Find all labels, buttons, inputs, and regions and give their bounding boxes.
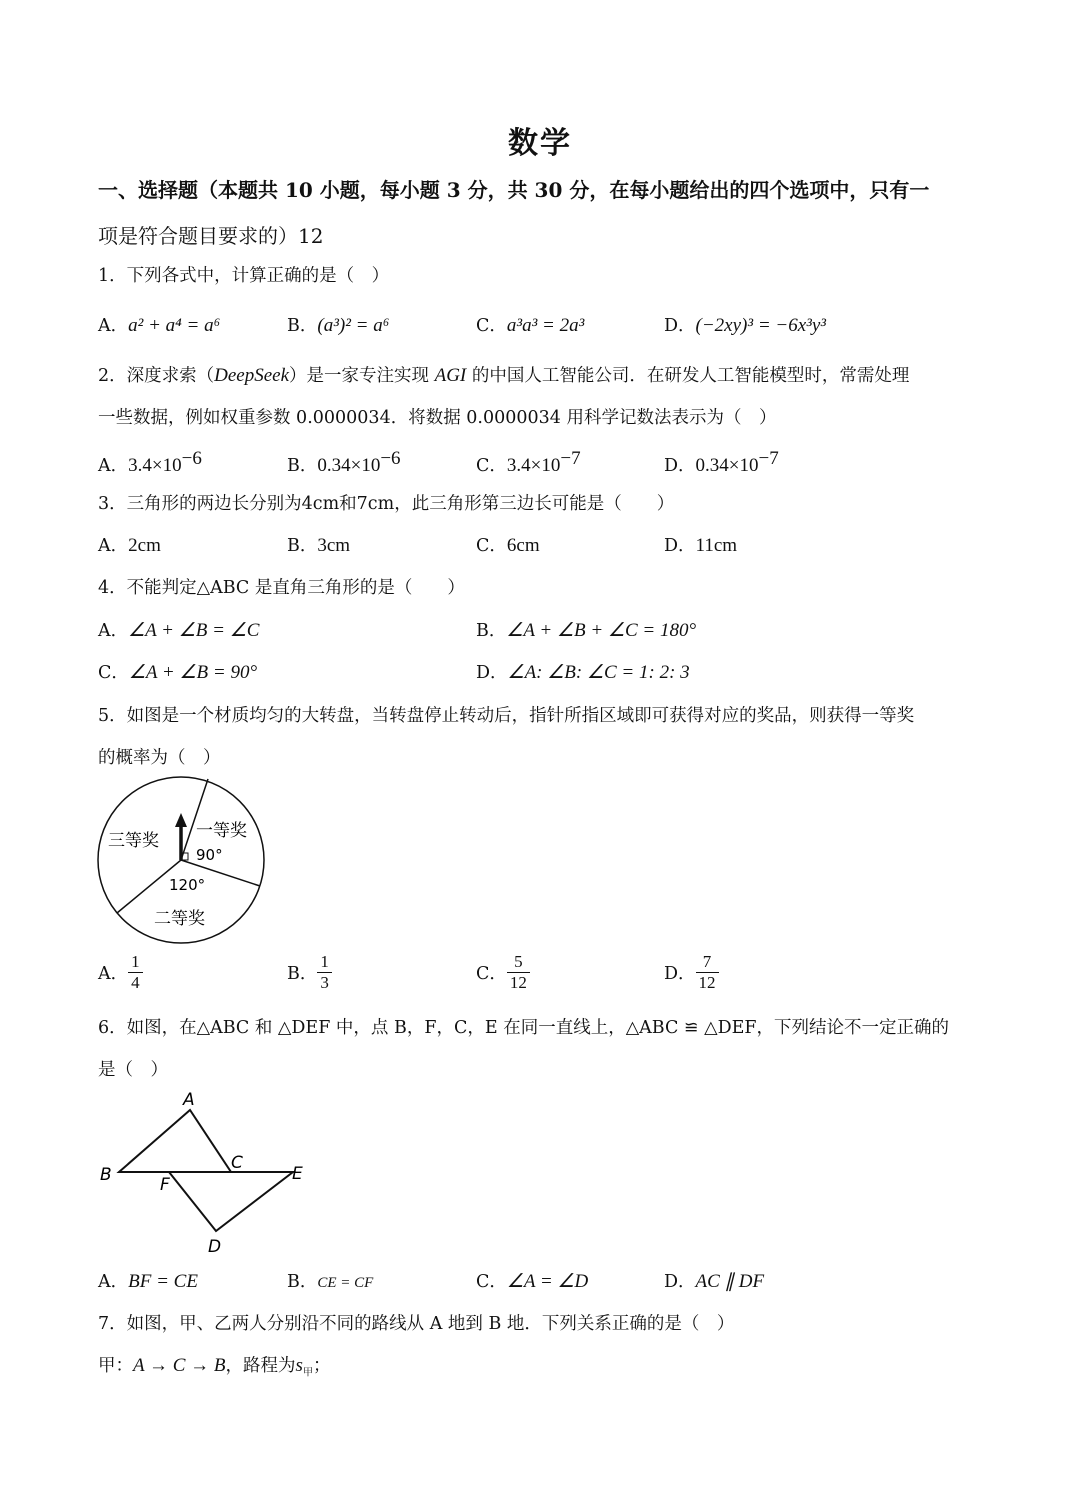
q2-option-a: A．$3.4\times 10^{-6}$ [98, 448, 202, 476]
q3-option-c: C．6cm [476, 535, 540, 556]
label-d: D [208, 1237, 222, 1257]
sector-first-prize: 一等奖 [196, 821, 247, 841]
q6-option-d: D．AC ∥ DF [664, 1271, 765, 1292]
q4-option-d: D．∠A: ∠B: ∠C = 1: 2: 3 [476, 662, 690, 683]
triangles-figure [95, 1085, 320, 1260]
pointer-arrowhead-icon [175, 813, 187, 827]
spinner-figure [90, 775, 275, 945]
question-3-stem: 3．三角形的两边长分别为4cm和7cm，此三角形第三边长可能是（ ） [98, 494, 675, 514]
q1-option-b: B．(a³)² = a⁶ [287, 315, 390, 336]
q5-option-a: A． $\frac{1}{4}$ [98, 952, 143, 993]
q2-option-c: C．$3.4\times 10^{-7}$ [476, 448, 581, 476]
question-6-stem-line2: 是（ ） [98, 1060, 168, 1080]
q4-option-a: A．∠A + ∠B = ∠C [98, 620, 260, 641]
sector-third-prize: 三等奖 [108, 831, 159, 851]
q3-option-b: B．3cm [287, 535, 351, 556]
question-6-stem-line1: 6．如图，在△ABC 和 △DEF 中，点 B，F，C，E 在同一直线上，△ABC ≌ △DEF，下列结论不一定正确的 [98, 1018, 950, 1038]
question-2-stem-line2: 一些数据，例如权重参数 0.0000034．将数据 0.0000034 用科学记数法表示为（ ） [98, 408, 777, 428]
question-1-stem: 1．下列各式中，计算正确的是（ ） [98, 266, 390, 286]
q5-option-b: B． $\frac{1}{3}$ [287, 952, 332, 993]
question-7-stem: 7．如图，甲、乙两人分别沿不同的路线从 A 地到 B 地．下列关系正确的是（ ） [98, 1314, 735, 1334]
question-5-stem-line2: 的概率为（ ） [98, 748, 221, 768]
q6-option-b: B．CE = CF [287, 1272, 374, 1292]
triangle-abc [119, 1110, 231, 1172]
angle-120-label: 120° [169, 876, 206, 894]
label-b: B [100, 1165, 112, 1185]
q2-option-d: D．$0.34\times 10^{-7}$ [664, 448, 779, 476]
q1-option-c: C．a³a³ = 2a³ [476, 315, 585, 336]
label-c: C [231, 1153, 243, 1173]
q1-option-a: A．a² + a⁴ = a⁶ [98, 315, 221, 336]
question-4-stem: 4．不能判定△ABC 是直角三角形的是（ ） [98, 578, 465, 598]
q5-option-d: D． $\frac{7}{12}$ [664, 952, 719, 993]
page-title: 数学 [508, 126, 572, 161]
q6-option-a: A．BF = CE [98, 1271, 198, 1292]
section-heading-line1: 一、选择题（本题共 10 小题，每小题 3 分，共 30 分，在每小题给出的四个选项中，只有一 [98, 178, 930, 202]
q1-option-d: D．(−2xy)³ = −6x³y³ [664, 315, 826, 336]
section-heading-line2: 项是符合题目要求的）12 [98, 224, 324, 248]
sector-second-prize: 二等奖 [154, 909, 205, 929]
triangle-def [169, 1172, 293, 1231]
q4-option-b: B．∠A + ∠B + ∠C = 180° [476, 620, 697, 641]
angle-90-label: 90° [196, 846, 223, 864]
label-e: E [292, 1164, 303, 1184]
label-f: F [160, 1175, 170, 1195]
q3-option-a: A．2cm [98, 535, 161, 556]
q6-option-c: C．∠A = ∠D [476, 1271, 589, 1292]
q4-option-c: C．∠A + ∠B = 90° [98, 662, 258, 683]
q5-option-c: C． $\frac{5}{12}$ [476, 952, 530, 993]
question-7-route-jia: 甲：A → C → B，路程为$s_甲$； [98, 1355, 331, 1379]
label-a: A [183, 1090, 195, 1110]
question-5-stem-line1: 5．如图是一个材质均匀的大转盘，当转盘停止转动后，指针所指区域即可获得对应的奖品，则获得一等奖 [98, 706, 915, 726]
q2-option-b: B．$0.34\times 10^{-6}$ [287, 448, 401, 476]
question-2-stem-line1: 2．深度求索（DeepSeek）是一家专注实现 AGI 的中国人工智能公司．在研发人工智能模型时，常需处理 [98, 365, 910, 386]
q3-option-d: D．11cm [664, 535, 738, 556]
